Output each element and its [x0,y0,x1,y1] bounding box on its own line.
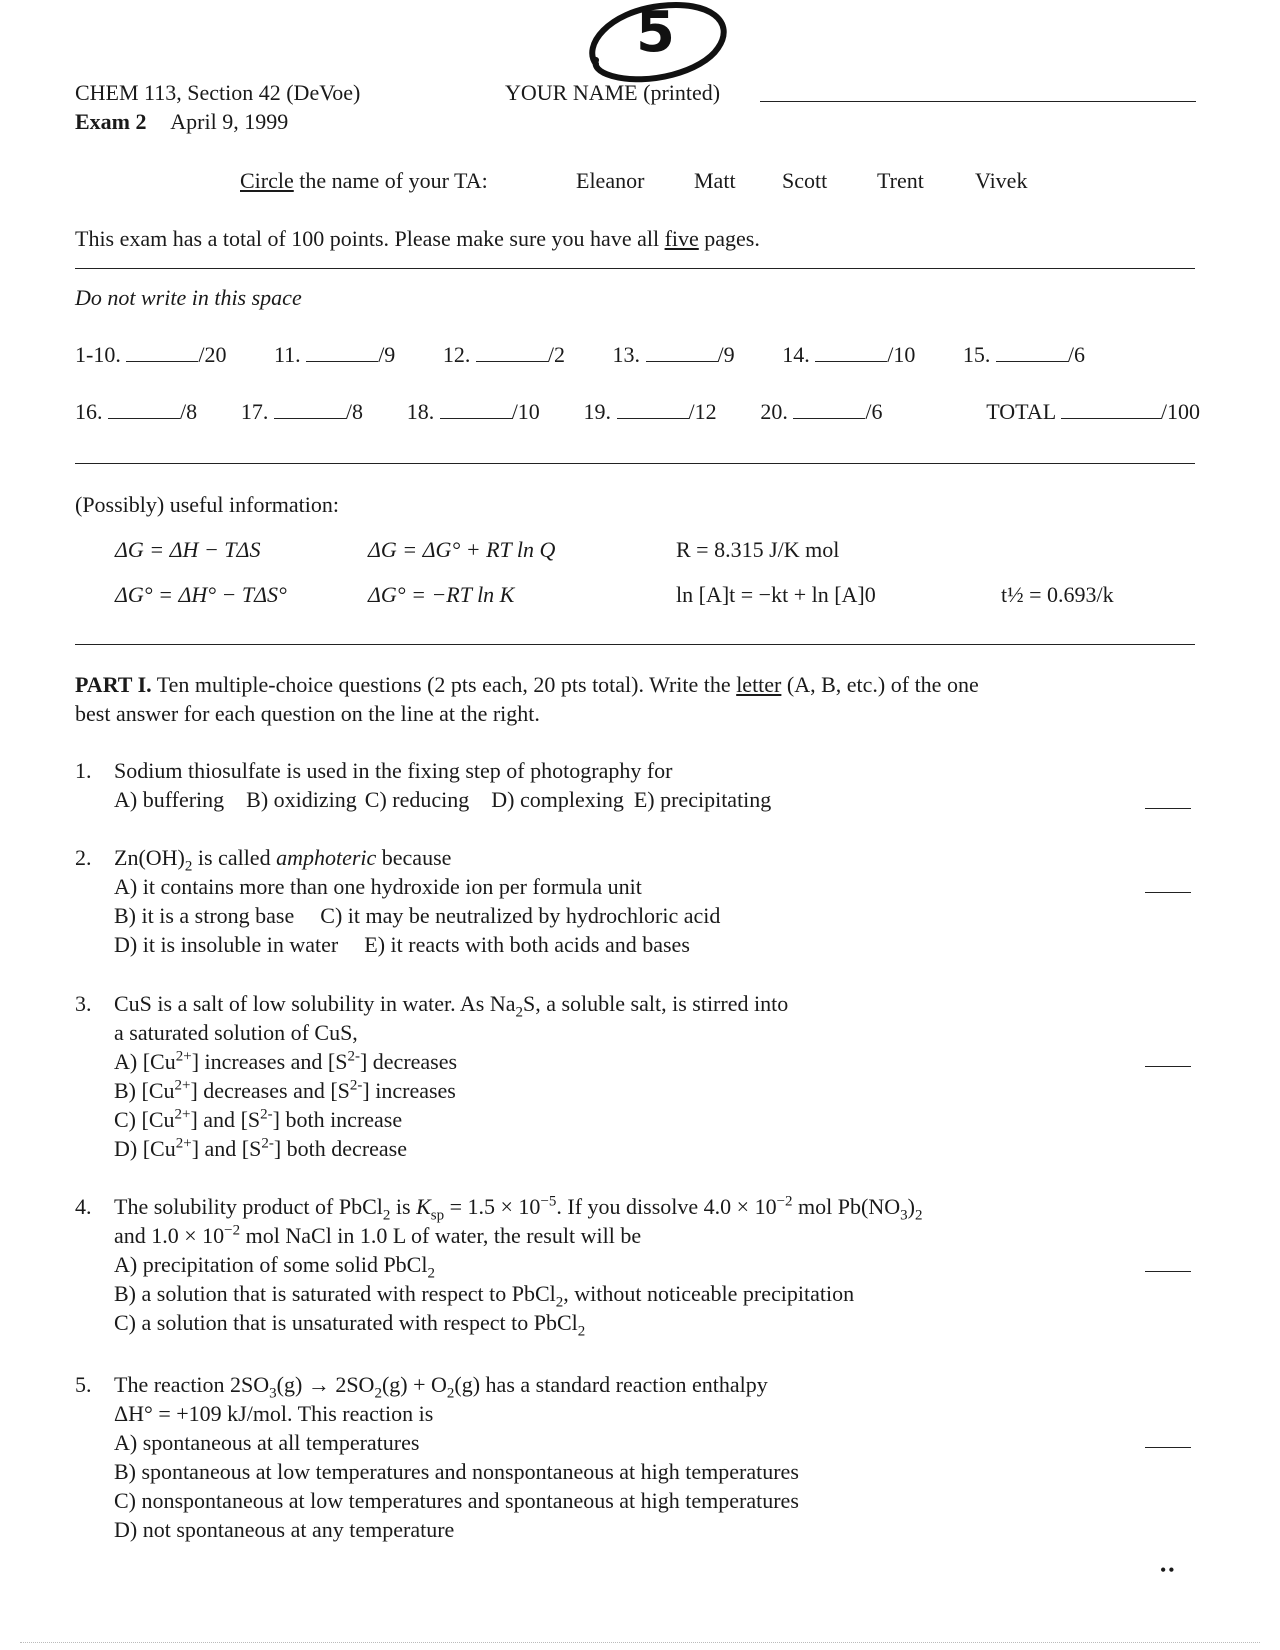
score-blank[interactable] [646,340,718,362]
score-blank[interactable] [617,397,689,419]
ta-prompt-circle: Circle [240,168,294,193]
options-row [114,901,1135,930]
answer-line-2[interactable] [1145,892,1191,893]
answer-line-1[interactable] [1145,808,1191,809]
half-life: t½ = 0.693/k [1001,582,1114,607]
part1-intro-line2: best answer for each question on the line at the right. [75,701,540,726]
option-c: C) nonspontaneous at low temperatures and spontaneous at high temperatures [114,1488,799,1513]
answer-line-5[interactable] [1145,1447,1191,1448]
score-blank[interactable] [793,397,865,419]
score-blank[interactable] [996,340,1068,362]
option-a: A) $[Cu^{2+}]$ increases and $[S^{2-}]$ decreases [114,1048,458,1074]
exam-label-line [75,107,288,136]
score-q19: 19. /12 [583,399,717,424]
info-title: (Possibly) useful information: [75,492,339,517]
score-q16: 16. /8 [75,399,198,424]
question-stem: The solubility product of PbCl$_2$ is $K_{sp} = 1.5 \times 10^{-5}$. If you dissolve $4.0 \times 10^{-2}$ mol $Pb(NO_3)_2$ [114,1193,923,1224]
ta-scott[interactable]: Scott [782,168,828,193]
ta-prompt [240,166,488,195]
score-blank[interactable] [306,340,378,362]
score-q14: 14. /10 [782,342,916,367]
letter-underlined: letter [736,672,782,697]
first-order-rate-law: ln [A]t = −kt + ln [A]0 [676,582,876,607]
score-row-1 [75,340,1200,369]
exam-intro: This exam has a total of 100 points. Please make sure you have all five pages. [75,226,760,251]
score-blank[interactable] [815,340,887,362]
score-blank[interactable] [274,397,346,419]
score-q18: 18. /10 [406,399,540,424]
option-a: A) precipitation of some solid PbCl$_2$ [114,1252,435,1282]
page-continue-mark: •• [1160,1560,1177,1580]
option-d: D) not spontaneous at any temperature [114,1517,455,1542]
question-number: 1. [75,758,92,783]
question-2 [75,843,1135,959]
question-number: 2. [75,845,92,870]
total-blank[interactable] [1061,397,1161,419]
option-c: C) reducing [364,787,470,812]
score-q12: 12. /2 [442,342,565,367]
question-number: 5. [75,1372,92,1397]
question-stem-line2: and $1.0 \times 10^{-2}$ mol NaCl in 1.0 L of water, the result will be [114,1222,642,1248]
option-a: A) spontaneous at all temperatures [114,1430,420,1455]
score-q17: 17. /8 [240,399,363,424]
question-1 [75,756,1135,814]
gas-constant: R = 8.315 J/K mol [676,537,840,562]
option-d: D) $[Cu^{2+}]$ and $[S^{2-}]$ both decrease [114,1135,407,1161]
option-d: D) complexing [491,787,624,812]
option-c: C) a solution that is unsaturated with respect to PbCl$_2$ [114,1310,586,1340]
option-c: C) it may be neutralized by hydrochloric acid [320,903,721,928]
option-b: B) $[Cu^{2+}]$ decreases and $[S^{2-}]$ increases [114,1077,456,1103]
part1-intro-line1: PART I. Ten multiple-choice questions (2 pts each, 20 pts total). Write the letter (A, B, etc.) of the one [75,672,979,697]
question-4 [75,1192,1185,1340]
option-b: B) it is a strong base [114,903,295,928]
question-3 [75,989,1135,1163]
score-blank[interactable] [440,397,512,419]
scan-edge-noise [20,1642,1260,1643]
score-blank[interactable] [126,340,198,362]
equation-gibbs-standard: ΔG° = ΔH° − TΔS° [115,582,287,607]
question-stem: Sodium thiosulfate is used in the fixing step of photography for [114,758,673,783]
options-row [114,930,1135,959]
option-b: B) a solution that is saturated with respect to PbCl$_2$, without noticeable precipitation [114,1281,855,1311]
question-stem: CuS is a salt of low solubility in water. As $Na_2S$, a soluble salt, is stirred into [114,991,789,1021]
answer-line-4[interactable] [1145,1271,1191,1272]
five-pages: five [664,226,699,251]
question-stem-line2: ΔH° = +109 kJ/mol. This reaction is [114,1401,434,1426]
equation-gibbs-q: ΔG = ΔG° + RT ln Q [368,537,556,562]
option-e: E) precipitating [633,787,772,812]
option-d: D) it is insoluble in water [114,932,339,957]
ta-matt[interactable]: Matt [694,168,736,193]
options-row [114,785,1135,814]
question-stem: The reaction $2SO_3(g) \to 2SO_2(g) + O_2(g)$ has a standard reaction enthalpy [114,1372,768,1402]
handwritten-score: 5 [636,0,675,65]
score-total: TOTAL /100 [986,399,1200,424]
question-number: 4. [75,1194,92,1219]
score-q1-10: 1-10. /20 [75,342,227,367]
answer-line-3[interactable] [1145,1066,1191,1067]
ta-vivek[interactable]: Vivek [975,168,1028,193]
name-label: YOUR NAME (printed) [505,80,721,105]
exam-date: April 9, 1999 [170,109,289,134]
course-title: CHEM 113, Section 42 (DeVoe) [75,80,361,105]
equation-gibbs: ΔG = ΔH − TΔS [115,537,261,562]
exam-label: Exam 2 [75,109,147,134]
ta-prompt-text: the name of your TA: [299,168,488,193]
score-blank[interactable] [476,340,548,362]
score-q20: 20. /6 [760,399,883,424]
question-stem-line2: a saturated solution of CuS, [114,1020,358,1045]
option-e: E) it reacts with both acids and bases [364,932,690,957]
question-stem: $Zn(OH)_2$ is called amphoteric because [114,845,452,875]
ta-trent[interactable]: Trent [877,168,924,193]
score-row-2 [75,397,1200,426]
option-c: C) $[Cu^{2+}]$ and $[S^{2-}]$ both increase [114,1106,403,1132]
ta-eleanor[interactable]: Eleanor [576,168,645,193]
equation-gibbs-k: ΔG° = −RT ln K [368,582,515,607]
score-q13: 13. /9 [612,342,735,367]
divider-3 [75,644,1195,645]
part1-title: PART I. [75,672,152,697]
option-a: A) it contains more than one hydroxide ion per formula unit [114,874,642,899]
option-a: A) buffering [114,787,225,812]
option-b: B) oxidizing [246,787,357,812]
score-blank[interactable] [108,397,180,419]
question-number: 3. [75,991,92,1016]
grading-title: Do not write in this space [75,285,302,310]
divider-1 [75,268,1195,269]
score-q15: 15. /6 [962,342,1085,367]
option-b: B) spontaneous at low temperatures and nonspontaneous at high temperatures [114,1459,799,1484]
score-q11: 11. /9 [274,342,396,367]
divider-2 [75,463,1195,464]
name-field-line[interactable] [760,101,1196,102]
question-5 [75,1370,1135,1544]
